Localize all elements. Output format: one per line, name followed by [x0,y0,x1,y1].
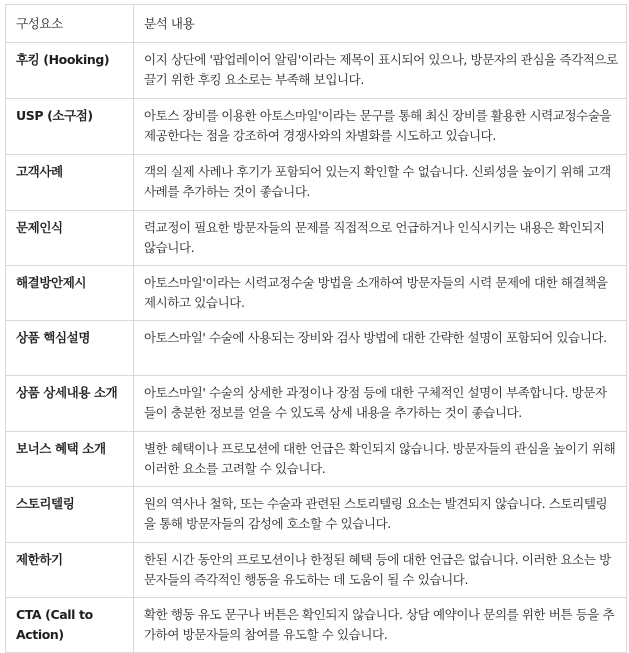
row-component: 스토리텔링 [6,487,134,542]
row-analysis: 아토스마일' 수술에 사용되는 장비와 검사 방법에 대한 간략한 설명이 포함되어 있습니다. [134,321,627,375]
row-component: 해결방안제시 [6,266,134,320]
row-component: 상품 핵심설명 [6,321,134,375]
table-row [6,211,627,266]
row-analysis: 아토스마일' 수술의 상세한 과정이나 장점 등에 대한 구체적인 설명이 부족합니다. 방문자들이 충분한 정보를 얻을 수 있도록 상세 내용을 추가하는 것이 좋습니다. [134,376,627,431]
header-analysis: 분석 내용 [134,5,627,42]
row-analysis: 아토스마일'이라는 시력교정수술 방법을 소개하여 방문자들의 시력 문제에 대한 해결책을 제시하고 있습니다. [134,266,627,320]
row-component: 후킹 (Hooking) [6,43,134,98]
row-component: 문제인식 [6,211,134,265]
header-component: 구성요소 [6,5,134,42]
table-row [6,321,627,376]
table-row [6,43,627,99]
table-row [6,487,627,543]
table-row [6,598,627,653]
table-row [6,155,627,211]
row-component: 제한하기 [6,543,134,597]
row-component: 상품 상세내용 소개 [6,376,134,431]
row-component: 보너스 혜택 소개 [6,432,134,486]
row-analysis: 이지 상단에 '팝업레이어 알림'이라는 제목이 표시되어 있으나, 방문자의 관심을 즉각적으로 끌기 위한 후킹 요소로는 부족해 보입니다. [134,43,627,98]
row-component: 고객사례 [6,155,134,210]
row-analysis: 력교정이 필요한 방문자들의 문제를 직접적으로 언급하거나 인식시키는 내용은 확인되지 않습니다. [134,211,627,265]
row-component: CTA (Call to Action) [6,598,134,652]
table-row [6,266,627,321]
row-analysis: 별한 혜택이나 프로모션에 대한 언급은 확인되지 않습니다. 방문자들의 관심을 높이기 위해 이러한 요소를 고려할 수 있습니다. [134,432,627,486]
table-row [6,432,627,487]
row-component: USP (소구점) [6,99,134,154]
row-analysis: 한된 시간 동안의 프로모션이나 한정된 혜택 등에 대한 언급은 없습니다. 이러한 요소는 방문자들의 즉각적인 행동을 유도하는 데 도움이 될 수 있습니다. [134,543,627,597]
table-header-row [6,5,627,43]
table-row [6,376,627,432]
row-analysis: 확한 행동 유도 문구나 버튼은 확인되지 않습니다. 상담 예약이나 문의를 위한 버튼 등을 추가하여 방문자들의 참여를 유도할 수 있습니다. [134,598,627,652]
table-row [6,99,627,155]
analysis-table [5,4,627,653]
row-analysis: 원의 역사나 철학, 또는 수술과 관련된 스토리텔링 요소는 발견되지 않습니다. 스토리텔링을 통해 방문자들의 감성에 호소할 수 있습니다. [134,487,627,542]
table-row [6,543,627,598]
row-analysis: 객의 실제 사례나 후기가 포함되어 있는지 확인할 수 없습니다. 신뢰성을 높이기 위해 고객사례를 추가하는 것이 좋습니다. [134,155,627,210]
row-analysis: 아토스 장비를 이용한 아토스마일'이라는 문구를 통해 최신 장비를 활용한 시력교정수술을 제공한다는 점을 강조하여 경쟁사와의 차별화를 시도하고 있습니다. [134,99,627,154]
